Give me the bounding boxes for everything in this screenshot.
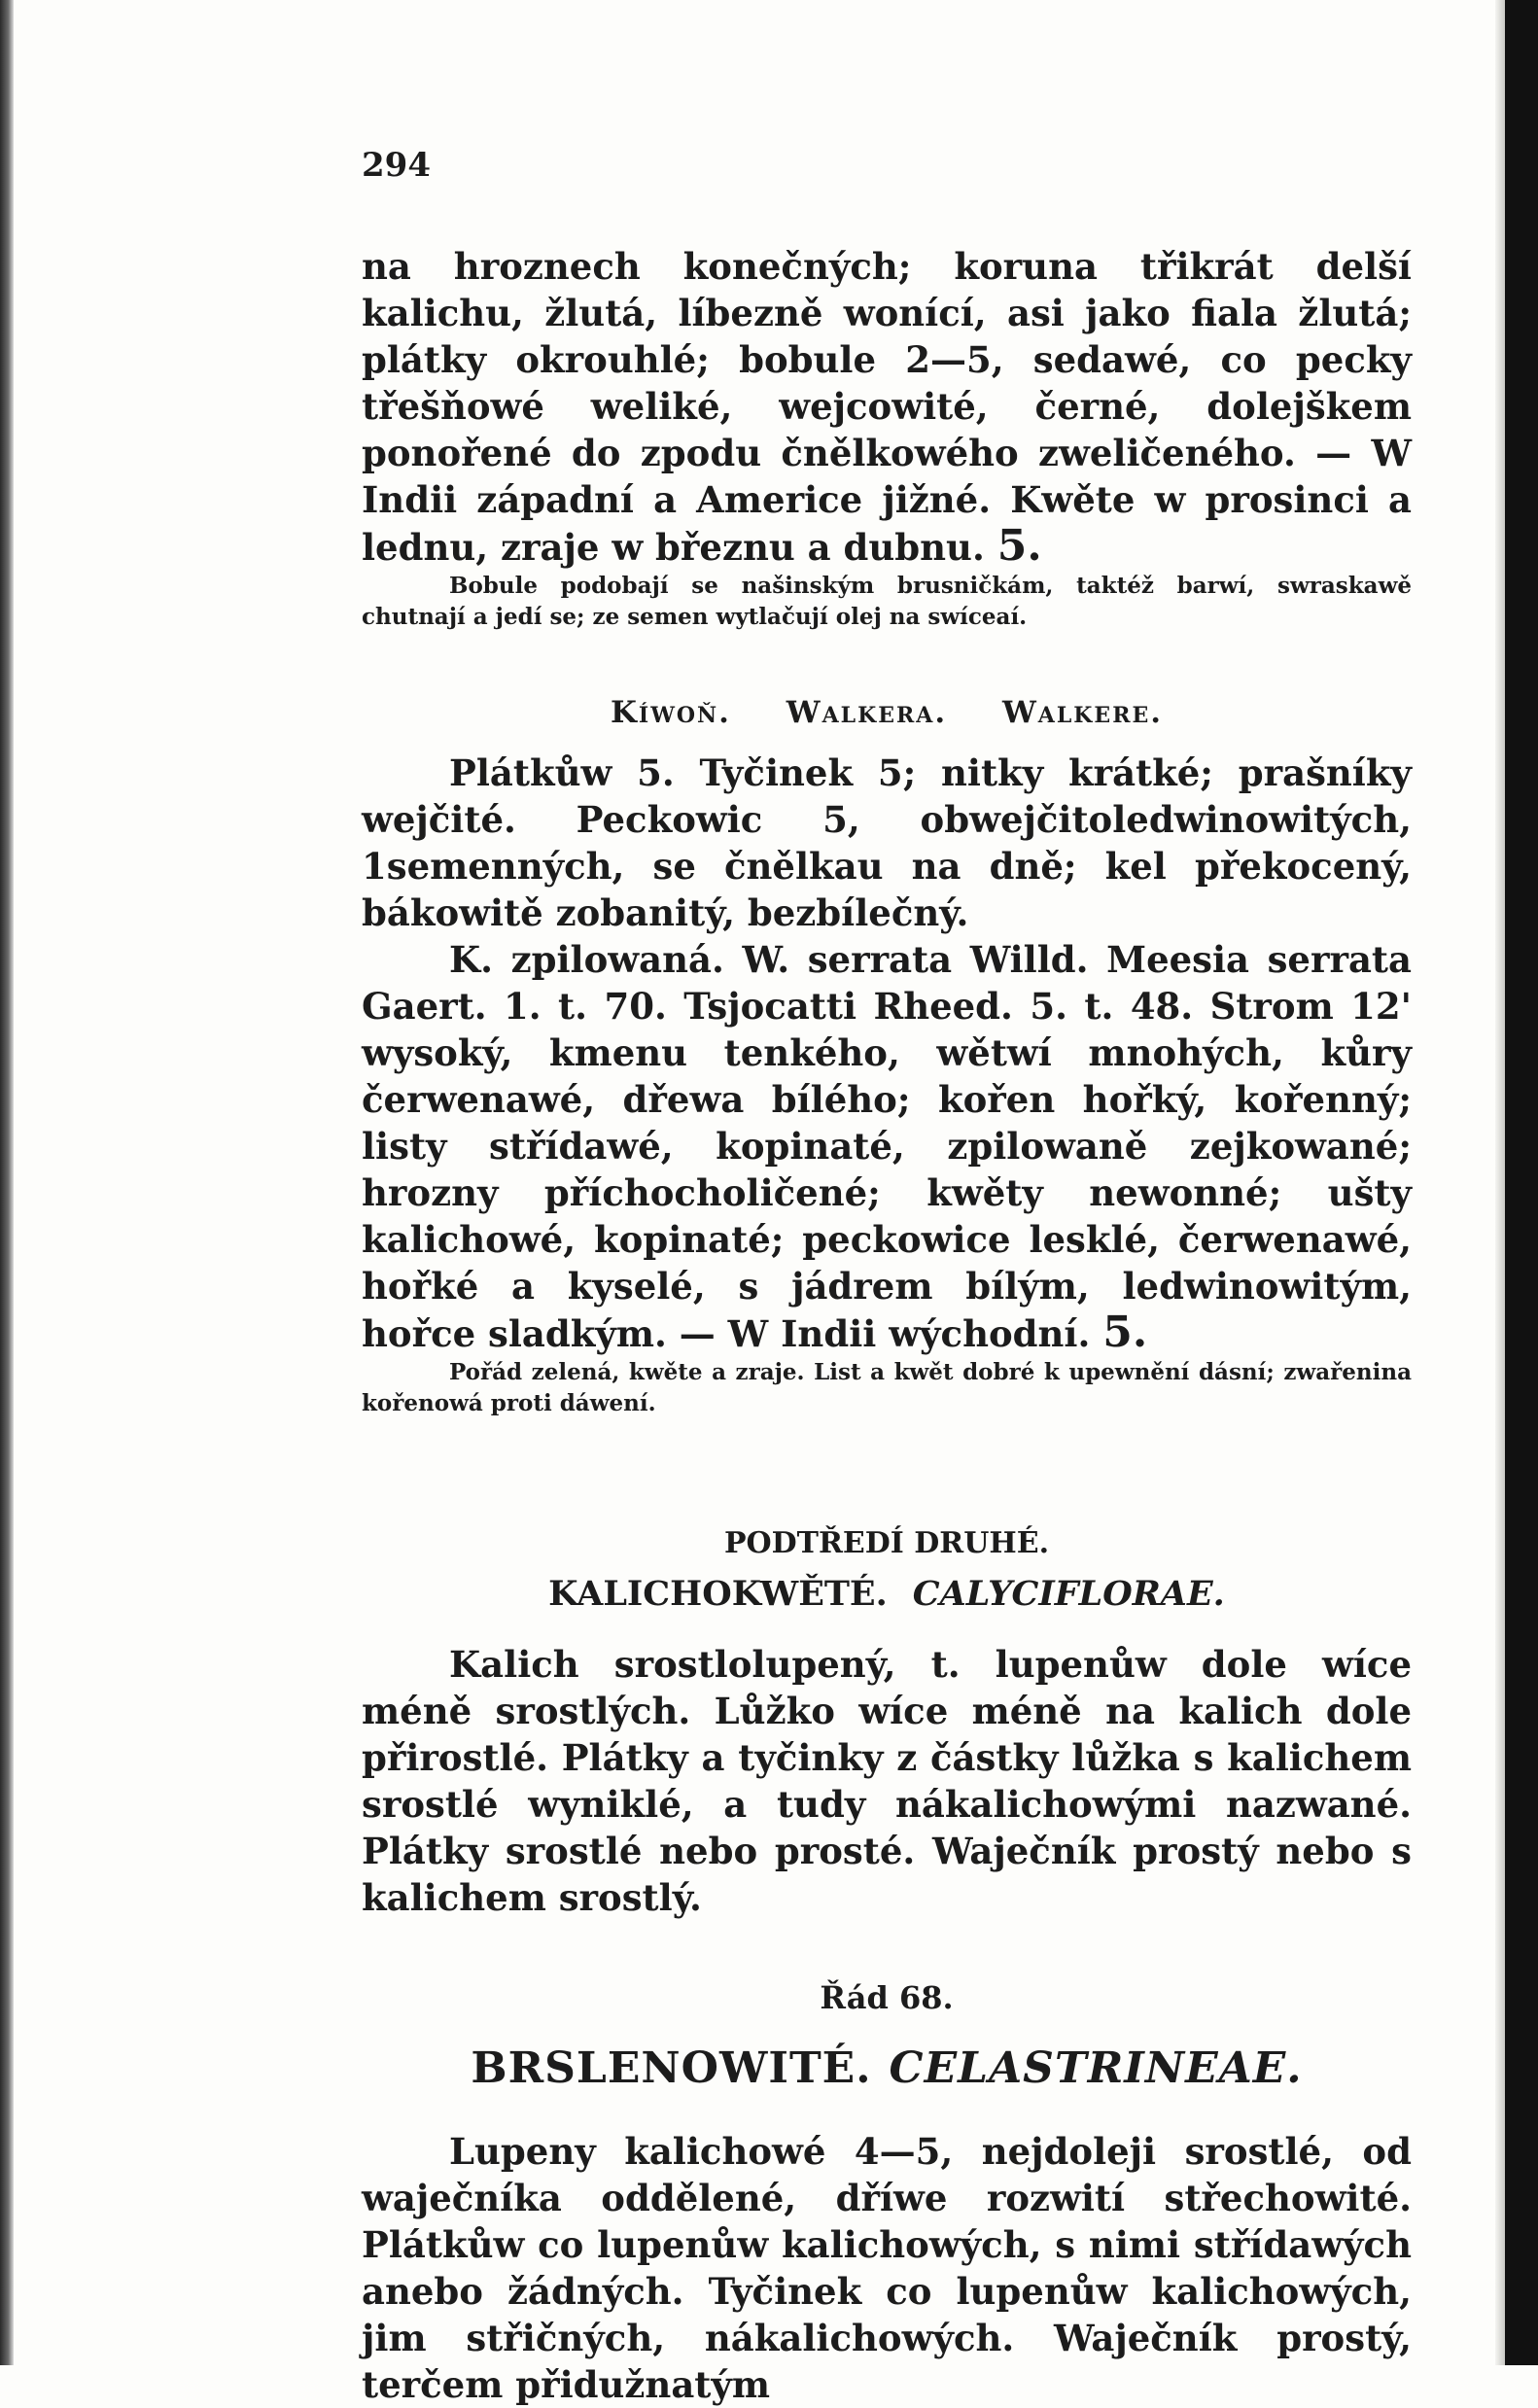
paragraph-4: Kalich srostlolupený, t. lupenůw dole wíce méně srostlých. Lůžko wíce méně na kalich dole přirostlé. Plátky a tyčinky z částky lůžka s kalichem srostlé wyniklé, a tudy nákalichowými nazwané. Plátky srostlé nebo prosté. Waječník prostý nebo s kalichem srostlý. xyxy=(362,1643,1412,1919)
genus-german: Walkere. xyxy=(1001,695,1164,730)
class-heading xyxy=(362,1574,1412,1614)
genus-czech: Kíwoň. xyxy=(610,695,731,730)
paragraph-5: Lupeny kalichowé 4—5, nejdoleji srostlé, od waječníka oddělené, dříwe rozwití střechowité. Plátkůw co lupenůw kalichowých, s nimi střídawých anebo žádných. Tyčinek co lupenůw kalichowých, jim střičných, nákalichowých. Waječník prostý, terčem přidužnatým xyxy=(362,2130,1412,2406)
family-heading xyxy=(362,2043,1412,2093)
book-page xyxy=(362,146,1412,2408)
paragraph-3 xyxy=(362,936,1412,1357)
scan-left-edge xyxy=(0,0,14,2365)
class-latin: CALYCIFLORAE. xyxy=(912,1574,1225,1614)
class-czech: KALICHOKWĚTÉ. xyxy=(548,1574,888,1614)
paragraph-1 xyxy=(362,243,1412,571)
genus-latin: Walkera. xyxy=(786,695,948,730)
order-heading: Řád 68. xyxy=(820,1979,954,2016)
genus-heading xyxy=(362,695,1412,730)
paragraph-2: Plátkůw 5. Tyčinek 5; nitky krátké; prašníky wejčité. Peckowic 5, obwejčitoledwinowitých, 1semenných, se čnělkau na dně; kel překocený, bákowitě zobanitý, bezbílečný. xyxy=(362,751,1412,934)
marker-2: 5. xyxy=(1102,1308,1148,1357)
family-czech: BRSLENOWITÉ. xyxy=(471,2043,872,2093)
marker-1: 5. xyxy=(996,521,1042,571)
page-number: 294 xyxy=(362,146,431,185)
paragraph-3-text: K. zpilowaná. W. serrata Willd. Meesia serrata Gaert. 1. t. 70. Tsjocatti Rheed. 5. t. 48. Strom 12' wysoký, kmenu tenkého, wětwí mnohých, kůry čerwenawé, dřewa bílého; kořen hořký, kořenný; listy střídawé, kopinaté, zpilowaně zejkowané; hrozny příchocholičené; kwěty newonné; ušty kalichowé, kopinaté; peckowice lesklé, čerwenawé, hořké a kyselé, s jádrem bílým, ledwinowitým, hořce sladkým. — W Indii wýchodní. xyxy=(362,938,1412,1355)
note-1: Bobule podobají se našinským brusničkám, taktéž barwí, swraskawě chutnají a jedí se; ze semen wytlačují olej na swíceaí. xyxy=(362,573,1412,630)
paragraph-1-text: na hroznech konečných; koruna třikrát delší kalichu, žlutá, líbezně wonící, asi jako fiala žlutá; plátky okrouhlé; bobule 2—5, sedawé, co pecky třešňowé weliké, wejcowité, černé, dolejškem ponořené do zpodu čnělkowého zweličeného. — W Indii západní a Americe jižné. Kwěte w prosinci a lednu, zraje w březnu a dubnu. xyxy=(362,245,1412,569)
scan-right-page-edge xyxy=(1495,0,1505,2365)
subclass-heading: PODTŘEDÍ DRUHÉ. xyxy=(723,1526,1050,1560)
family-latin: CELASTRINEAE. xyxy=(889,2043,1303,2093)
note-2: Pořád zelená, kwěte a zraje. List a kwět dobré k upewnění dásní; zwařenina kořenowá proti dáwení. xyxy=(362,1359,1412,1416)
scan-right-border xyxy=(1505,0,1538,2365)
